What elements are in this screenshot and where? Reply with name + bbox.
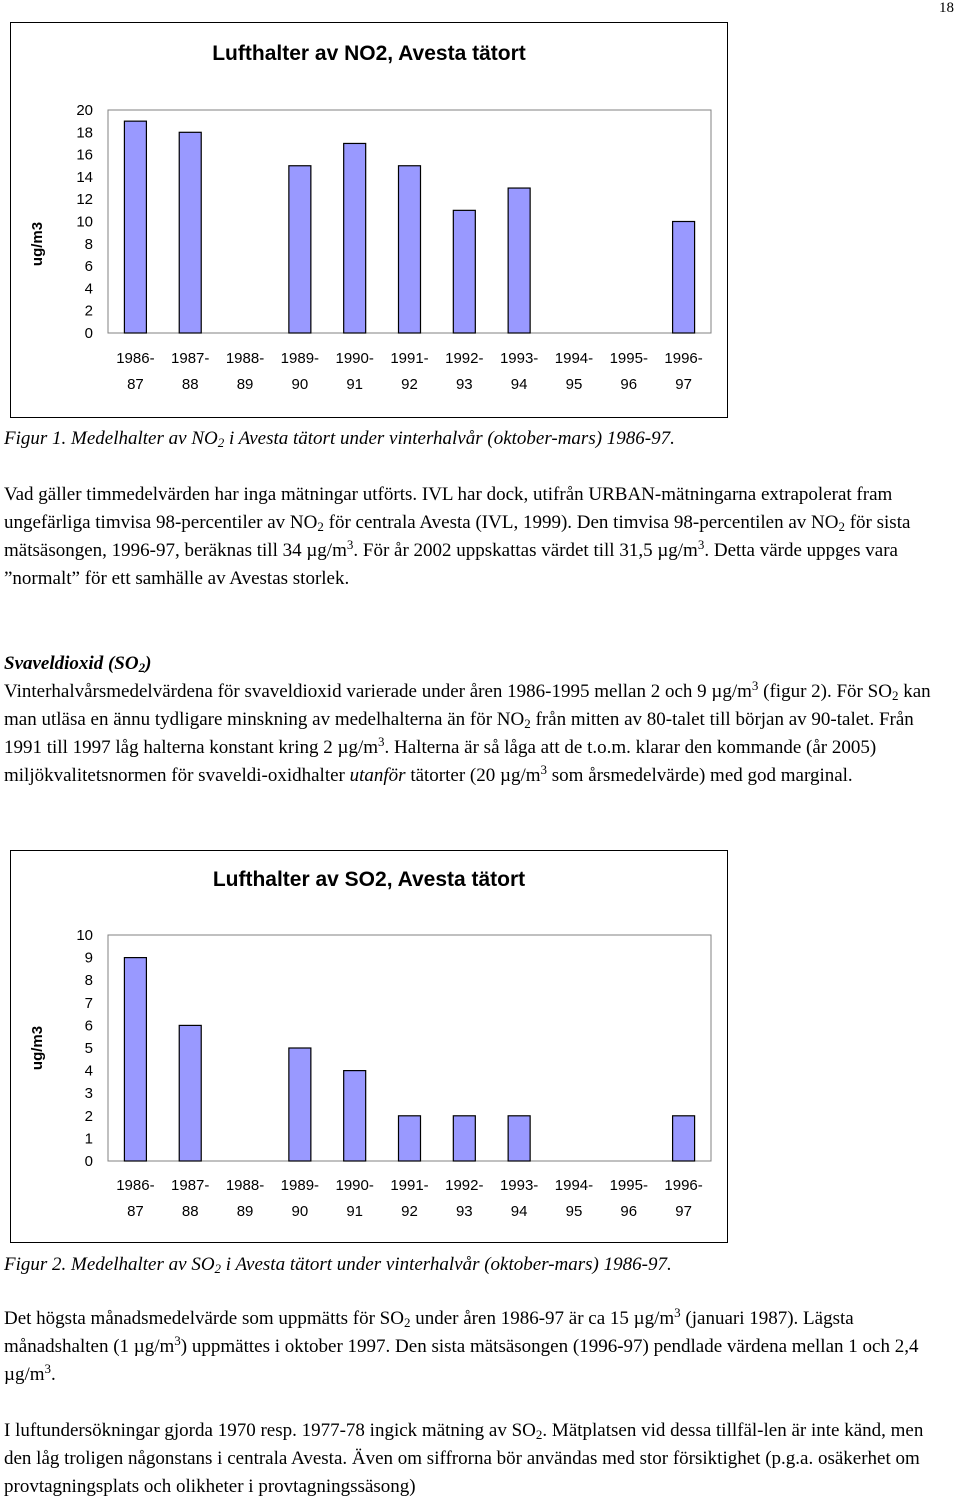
so2-y-tick-label: 2 (84, 1107, 93, 1125)
para2-text-b: (figur 2). För SO (758, 681, 892, 702)
no2-x-tick-label-line2: 95 (565, 376, 583, 393)
section-heading-so2 (4, 650, 954, 678)
no2-y-tick-label: 10 (76, 213, 93, 231)
no2-bar (453, 210, 475, 333)
no2-bar (179, 132, 201, 333)
so2-x-tick-label: 1990- (335, 1177, 374, 1194)
no2-x-tick-label: 1991- (390, 350, 429, 367)
no2-x-tick-label-line2: 92 (401, 376, 418, 393)
section-heading-text-end: ) (145, 653, 152, 674)
figure-2-caption-text-end: i Avesta tätort under vinterhalvår (oktober-mars) 1986-97. (221, 1254, 672, 1275)
so2-x-tick-label-line2: 88 (181, 1203, 199, 1220)
so2-x-tick-label: 1993- (499, 1177, 539, 1194)
so2-x-tick-label: 1994- (554, 1177, 594, 1194)
so2-x-tick-label-line2: 90 (291, 1203, 309, 1220)
para3-text-c: (januari 1987). Lägsta månadshalten (1 µg/m (4, 1308, 854, 1357)
paragraph-so2-winter-means (4, 678, 954, 790)
para3-text-b: under åren 1986-97 är ca 15 µg/m (410, 1308, 675, 1329)
so2-x-tick-label: 1996- (664, 1177, 703, 1194)
para2-text-g: som årsmedelvärde) med god marginal. (547, 765, 853, 786)
no2-x-tick-label-line2: 94 (510, 376, 528, 393)
figure-2-caption-text: Figur 2. Medelhalter av SO (4, 1254, 215, 1275)
para4-text-b: . Mätplatsen vid dessa tillfäl-len är inte känd, men den låg troligen någonstans i centrala Avesta. Även om siffrorna bör användas med stor försiktighet (p.g.a. osäkerhet om provtagningsplats och olikheter i provtagningssäsong) (4, 1420, 924, 1497)
para2-sup-2: 3 (378, 734, 385, 749)
figure-2-caption-subscript: 2 (214, 1261, 222, 1276)
so2-y-tick-label: 10 (76, 927, 93, 944)
para2-sub-2: 2 (524, 716, 531, 731)
so2-bar (453, 1116, 475, 1161)
so2-x-tick-label-line2: 87 (127, 1203, 144, 1220)
para3-sup-1: 3 (674, 1305, 681, 1320)
so2-bar (673, 1116, 695, 1161)
so2-x-tick-label-line2: 94 (510, 1203, 528, 1220)
so2-y-axis-label: ug/m3 (29, 1025, 46, 1071)
para3-text-a: Det högsta månadsmedelvärde som uppmätts för SO (4, 1308, 404, 1329)
so2-x-tick-label-line2: 96 (620, 1203, 638, 1220)
so2-x-tick-label-line2: 93 (455, 1203, 473, 1220)
para2-text-a: Vinterhalvårsmedelvärdena för svaveldioxid varierade under åren 1986-1995 mellan 2 och 9 µg/m (4, 681, 752, 702)
so2-y-tick-label: 4 (84, 1062, 93, 1080)
para2-text-e: . Halterna är så låga att de t.o.m. klarar den kommande (år 2005) miljökvalitetsnormen för svaveldi-oxidhalter (4, 737, 877, 786)
no2-y-tick-label: 6 (84, 258, 93, 276)
para4-sub-1: 2 (535, 1427, 543, 1442)
figure-1-caption-text-end: i Avesta tätort under vinterhalvår (oktober-mars) 1986-97. (224, 428, 675, 449)
no2-x-tick-label: 1990- (335, 350, 374, 367)
para3-sup-3: 3 (44, 1361, 52, 1376)
figure-1-caption-text: Figur 1. Medelhalter av NO (4, 428, 218, 449)
para1-text-c: för sista mätsäsongen, 1996-97, beräknas till 34 µg/m (4, 512, 911, 561)
so2-x-tick-label-line2: 95 (565, 1203, 583, 1220)
so2-y-tick-label: 5 (84, 1040, 93, 1057)
no2-bar-chart (11, 23, 727, 417)
para1-sub-2: 2 (838, 519, 845, 534)
para3-sup-2: 3 (174, 1333, 181, 1348)
no2-y-tick-label: 18 (76, 124, 93, 142)
so2-x-tick-label: 1988- (225, 1177, 265, 1194)
no2-y-tick-label: 16 (76, 146, 93, 164)
para2-emphasis: utanför (349, 765, 406, 786)
no2-x-tick-label: 1986- (116, 350, 155, 367)
no2-x-tick-label-line2: 91 (346, 376, 364, 393)
no2-x-tick-label: 1989- (280, 350, 320, 367)
no2-x-tick-label-line2: 89 (236, 376, 254, 393)
so2-x-tick-label: 1986- (116, 1177, 155, 1194)
no2-chart-title: Lufthalter av NO2, Avesta tätort (212, 42, 526, 65)
no2-x-tick-label-line2: 96 (620, 376, 638, 393)
para3-text-e: . (51, 1364, 56, 1385)
paragraph-earlier-surveys (4, 1417, 954, 1501)
so2-bar (179, 1025, 201, 1161)
no2-y-tick-label: 2 (84, 302, 93, 320)
so2-bar (399, 1116, 421, 1161)
so2-x-tick-label: 1991- (390, 1177, 429, 1194)
no2-y-tick-label: 12 (76, 191, 93, 209)
paragraph-hourly-values (4, 481, 954, 593)
so2-x-tick-label-line2: 91 (346, 1203, 364, 1220)
figure-1-caption (4, 425, 954, 453)
no2-x-tick-label: 1996- (664, 350, 703, 367)
no2-x-tick-label-line2: 90 (291, 376, 309, 393)
no2-x-tick-label: 1988- (225, 350, 265, 367)
so2-y-tick-label: 0 (84, 1153, 93, 1170)
section-heading-text: Svaveldioxid (SO (4, 653, 139, 674)
para1-sub-1: 2 (317, 519, 324, 534)
so2-chart-frame (10, 850, 728, 1243)
paragraph-monthly-values (4, 1305, 954, 1389)
so2-y-tick-label: 6 (84, 1017, 93, 1035)
so2-x-tick-label-line2: 92 (401, 1203, 418, 1220)
no2-x-tick-label: 1995- (609, 350, 648, 367)
para1-text-d: . För år 2002 uppskattas värdet till 31,5 µg/m (353, 540, 698, 561)
para3-sub-1: 2 (403, 1315, 411, 1330)
no2-bar (399, 166, 421, 333)
so2-y-tick-label: 1 (84, 1130, 93, 1148)
para2-sup-1: 3 (751, 678, 759, 693)
so2-bar (289, 1048, 311, 1161)
no2-bar (289, 166, 311, 333)
no2-x-tick-label-line2: 93 (455, 376, 473, 393)
para2-text-f: tätorter (20 µg/m (405, 765, 541, 786)
so2-x-tick-label: 1987- (171, 1177, 210, 1194)
para2-text-c: kan man utläsa en ännu tydligare minskning av medelhalterna än för NO (4, 681, 931, 730)
para1-sup-2: 3 (697, 537, 705, 552)
no2-chart-frame (10, 22, 728, 418)
para2-text-d: från mitten av 80-talet till början av 90-talet. Från 1991 till 1997 låg halterna konstant kring 2 µg/m (4, 709, 914, 758)
so2-chart-title: Lufthalter av SO2, Avesta tätort (212, 868, 526, 891)
no2-bar (673, 222, 695, 334)
no2-y-tick-label: 0 (84, 325, 93, 342)
so2-y-tick-label: 3 (84, 1085, 93, 1103)
no2-y-tick-label: 14 (76, 168, 93, 186)
so2-y-tick-label: 8 (84, 972, 93, 990)
para2-sup-3: 3 (540, 762, 548, 777)
so2-x-tick-label-line2: 89 (236, 1203, 254, 1220)
no2-x-tick-label: 1987- (171, 350, 210, 367)
para2-sub-1: 2 (891, 688, 899, 703)
no2-y-tick-label: 20 (76, 102, 93, 119)
no2-y-tick-label: 8 (84, 235, 93, 253)
figure-2-caption (4, 1251, 954, 1279)
no2-x-tick-label: 1992- (445, 350, 484, 367)
no2-bar (508, 188, 530, 333)
no2-y-tick-label: 4 (84, 280, 93, 298)
no2-x-tick-label-line2: 97 (675, 376, 692, 393)
page-number: 18 (939, 0, 954, 16)
para1-text-e: . Detta värde uppges vara ”normalt” för ett samhälle av Avestas storlek. (4, 540, 898, 589)
so2-y-tick-label: 9 (84, 949, 93, 967)
so2-bar (508, 1116, 530, 1161)
so2-x-tick-label: 1995- (609, 1177, 648, 1194)
so2-bar-chart (11, 851, 727, 1242)
para4-text-a: I luftundersökningar gjorda 1970 resp. 1977-78 ingick mätning av SO (4, 1420, 536, 1441)
so2-x-tick-label-line2: 97 (675, 1203, 692, 1220)
para1-text-a: Vad gäller timmedelvärden har inga mätningar utförts. IVL har dock, utifrån URBAN-mätningarna extrapolerat fram ungefärliga timvisa 98-percentiler av NO (4, 484, 893, 533)
so2-bar (344, 1071, 366, 1161)
no2-y-axis-label: ug/m3 (29, 221, 46, 267)
no2-x-tick-label: 1994- (554, 350, 594, 367)
so2-x-tick-label: 1992- (445, 1177, 484, 1194)
no2-x-tick-label: 1993- (499, 350, 539, 367)
section-heading-subscript: 2 (138, 660, 146, 675)
no2-bar (344, 143, 366, 333)
para1-text-b: för centrala Avesta (IVL, 1999). Den timvisa 98-percentilen av NO (323, 512, 839, 533)
figure-1-caption-subscript: 2 (217, 435, 225, 450)
no2-bar (124, 121, 146, 333)
no2-x-tick-label-line2: 87 (127, 376, 144, 393)
para1-sup-1: 3 (346, 537, 354, 552)
para3-text-d: ) uppmättes i oktober 1997. Den sista mätsäsongen (1996-97) pendlade värdena mellan 1 och 2,4 µg/m (4, 1336, 919, 1385)
so2-x-tick-label: 1989- (280, 1177, 320, 1194)
so2-y-tick-label: 7 (84, 994, 93, 1012)
no2-x-tick-label-line2: 88 (181, 376, 199, 393)
so2-bar (124, 958, 146, 1161)
